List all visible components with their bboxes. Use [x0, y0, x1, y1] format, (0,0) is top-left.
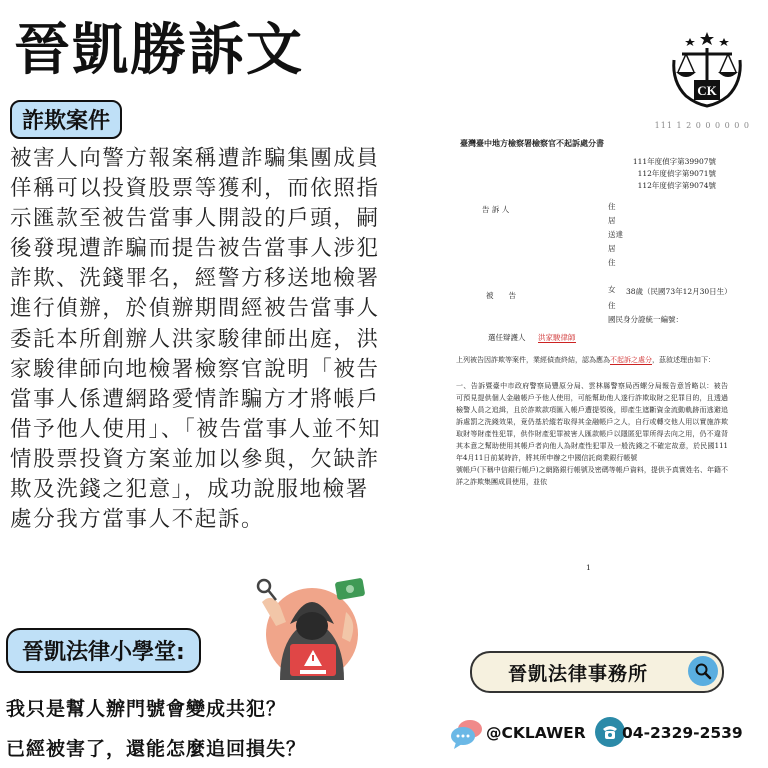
page-title: 晉凱勝訴文 [14, 18, 304, 83]
document-reason [456, 380, 742, 488]
section-tag: 詐欺案件 [10, 100, 122, 139]
phone-number[interactable]: 04-2329-2539 [622, 724, 743, 742]
case-number: 111年度偵字第39907號 [632, 157, 716, 166]
intro-suffix: ，茲敘述理由如下： [652, 356, 715, 364]
search-button[interactable] [688, 656, 718, 686]
address-label: 住 [608, 202, 616, 211]
defense-label: 選任辯護人 [488, 333, 526, 342]
lawyer-name-text: 洪家駿律師 [538, 333, 576, 342]
defendant-age: 38歲（民國73年12月30日生） [626, 287, 732, 296]
id-number-label: 國民身分證統一編號： [608, 315, 683, 324]
address-label: 住 [608, 258, 616, 267]
complainant-label: 告 訴 人 [482, 205, 510, 214]
reason-text-continued: 號帳戶(下稱中信銀行帳戶)之網路銀行帳號及密碼等帳戶資料，提供予真實姓名、年籍不詳之詐欺集團成員使用，並依 [456, 466, 728, 486]
intro-text: 上列被告因詐欺等案件，業經偵查終結，認為應為 [456, 356, 610, 364]
court-document [436, 121, 750, 592]
hacker-icon [250, 572, 370, 682]
lawyer-name [538, 332, 576, 344]
document-stamp: 111 1 2 0 0 0 0 0 0 [654, 121, 750, 130]
faq-question-2: 已經被害了，還能怎麼追回損失？ [6, 738, 307, 760]
case-number: 112年度偵字第9071號 [637, 169, 716, 178]
document-intro [456, 354, 728, 366]
address-labels [608, 200, 623, 270]
address-label: 送達 [608, 230, 623, 239]
firm-logo [668, 30, 746, 114]
defendant-label: 被 告 [486, 291, 516, 300]
case-description: 被害人向警方報案稱遭詐騙集團成員佯稱可以投資股票等獲利，而依照指示匯款至被告當事人開設的戶頭，嗣後發現遭詐騙而提告被告當事人涉犯詐欺、洗錢罪名，經警方移送地檢署進行偵辦，於偵辦期間經被告當事人委託本所創辦人洪家駿律師出庭，洪家駿律師向地檢署檢察官說明「被告當事人係遭網路愛情詐騙方才將帳戶借予他人使用」、「被告當事人並不知情股票投資方案並加以參與，欠缺詐欺及洗錢之犯意」，成功說服地檢署處分我方當事人不起訴。 [10, 146, 382, 533]
case-numbers [633, 156, 716, 192]
search-icon [694, 662, 712, 680]
faq-question-1: 我只是幫人辦門號會變成共犯？ [6, 698, 287, 720]
defendant-gender: 女 [608, 285, 616, 294]
page-number: 1 [586, 563, 591, 572]
defendant-address: 住 [608, 301, 616, 310]
school-tag: 晉凱法律小學堂: [6, 628, 201, 673]
address-label: 居 [608, 244, 616, 253]
address-label: 居 [608, 216, 616, 225]
scales-logo-icon [668, 30, 746, 110]
non-prosecution-highlight: 不起訴之處分 [610, 356, 652, 364]
reason-text: 一、告訴暨臺中市政府警察局豐原分局、雲林縣警察局西螺分局報告意旨略以：被告 可預見提供個人金融帳戶予他人使用，可能幫助他人遂行詐欺取財之犯罪目的，且透過檢警人員之追緝，且於詐欺款項匯入帳戶遭提領後，即產生遮斷資金流動軌跡而逃避追訴處罰之洗錢效果，竟仍基於縱若取得其金融帳戶之人，自行或轉交他人用以實施詐欺取財等財產性犯罪，供作財產犯罪被害人匯款帳戶以隱匿犯罪所得去向之用，仍不違背其本意之幫助使用其帳戶者向他人為財產性犯罪及一般洗錢之不確定故意，於民國111年4月11日前某時許，將其所申辦之中國信託商業銀行帳號 [456, 382, 742, 462]
firm-name: 晉凱法律事務所 [508, 662, 649, 685]
case-number: 112年度偵字第9074號 [637, 181, 716, 190]
document-header: 臺灣臺中地方檢察署檢察官不起訴處分書 [460, 138, 604, 148]
logo-text: CK [697, 83, 717, 98]
line-chat-icon [450, 716, 484, 754]
hacker-illustration [250, 572, 370, 686]
line-id[interactable]: @CKLAWER [486, 724, 586, 742]
firm-search-bar[interactable] [470, 651, 724, 693]
